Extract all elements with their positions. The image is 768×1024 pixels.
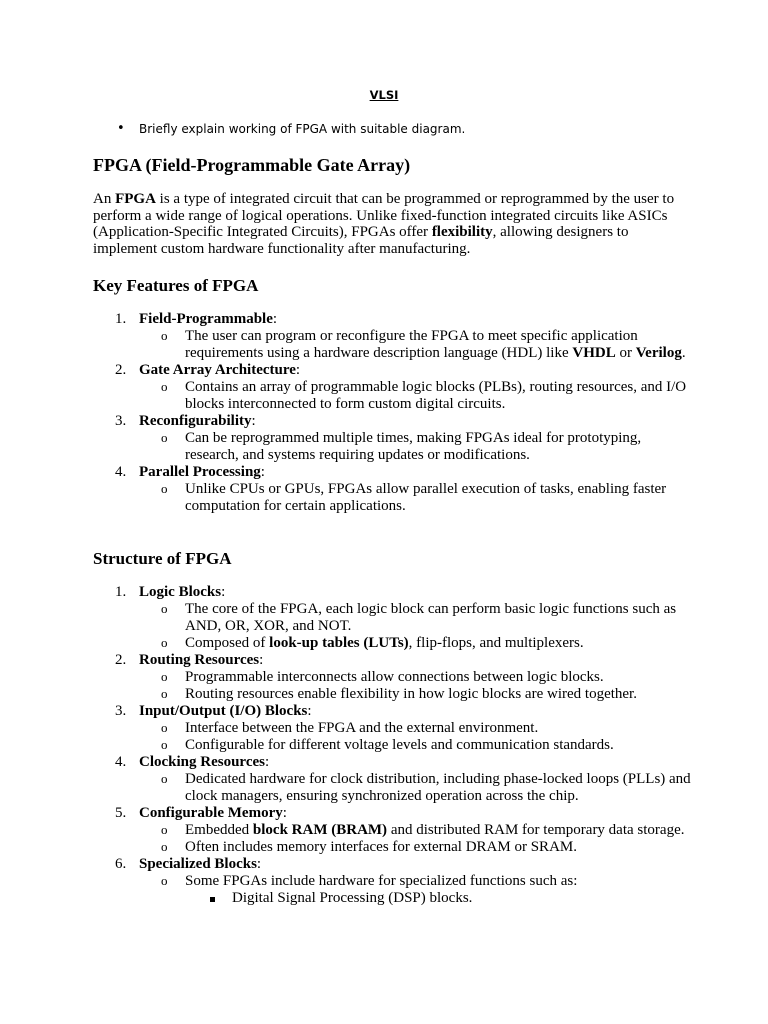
list-item	[93, 754, 693, 805]
sub-sub-list	[185, 890, 693, 907]
sub-list-item	[93, 635, 693, 652]
item-colon: :	[259, 652, 264, 668]
sub-item-text: Contains an array of programmable logic blocks (PLBs), routing resources, and I/O blocks interconnected to form custom digital circuits.	[185, 379, 687, 412]
circle-bullet-icon: o	[161, 379, 168, 394]
list-item	[93, 362, 693, 413]
sub-item-text: or	[615, 345, 636, 361]
list-item	[93, 311, 693, 362]
circle-bullet-icon: o	[161, 686, 168, 701]
item-title: Gate Array Architecture	[139, 362, 296, 378]
circle-bullet-icon: o	[161, 635, 168, 650]
sub-list-item	[93, 720, 693, 737]
item-title: Field-Programmable	[139, 311, 273, 327]
sub-item-bold: Verilog	[635, 345, 682, 361]
sub-item-text: Interface between the FPGA and the external environment.	[185, 720, 539, 736]
circle-bullet-icon: o	[161, 771, 168, 786]
sub-item-text: Configurable for different voltage levels and communication standards.	[185, 737, 614, 753]
question-text: Briefly explain working of FPGA with suitable diagram.	[139, 122, 466, 136]
sub-list	[139, 669, 693, 703]
intro-text: , allowing designers to implement custom hardware functionality after manufacturing.	[93, 224, 629, 257]
circle-bullet-icon: o	[161, 822, 168, 837]
item-title: Reconfigurability	[139, 413, 252, 429]
circle-bullet-icon: o	[161, 669, 168, 684]
sub-item-bold: look-up tables (LUTs)	[269, 635, 409, 651]
item-title: Parallel Processing	[139, 464, 261, 480]
sub-sub-item-text: Digital Signal Processing (DSP) blocks.	[232, 890, 473, 906]
item-title: Logic Blocks	[139, 584, 222, 600]
intro-text: is a type of integrated circuit that can be programmed or reprogrammed by the user to perform a wide range of logical operations. Unlike fixed-function integrated circuits like ASICs (Application-Specific Integrated Circuits), FPGAs offer	[93, 191, 675, 241]
sub-item-bold: block RAM (BRAM)	[252, 822, 388, 838]
list-item	[93, 652, 693, 703]
list-item	[93, 464, 693, 515]
sub-item-text: Composed of	[185, 635, 270, 651]
item-colon: :	[264, 754, 270, 770]
item-colon: :	[272, 311, 278, 327]
sub-list-item	[93, 601, 693, 635]
sub-item-text: Some FPGAs include hardware for specialized functions such as:	[185, 873, 578, 889]
sub-list-item	[93, 379, 693, 413]
sub-item-text: and distributed RAM for temporary data storage.	[387, 822, 685, 838]
list-item	[93, 805, 693, 856]
item-colon: :	[221, 584, 226, 600]
circle-bullet-icon: o	[161, 430, 168, 445]
sub-item-text: Programmable interconnects allow connections between logic blocks.	[185, 669, 604, 685]
item-colon: :	[251, 413, 256, 429]
list-number: 3.	[115, 703, 127, 719]
item-colon: :	[256, 856, 262, 872]
list-number: 2.	[115, 652, 127, 668]
item-title: Input/Output (I/O) Blocks	[139, 703, 308, 719]
intro-bold-term: FPGA	[115, 191, 156, 207]
sub-item-text: Dedicated hardware for clock distribution, including phase-locked loops (PLLs) and clock managers, ensuring synchronized operation across the chip.	[185, 771, 691, 804]
list-number: 2.	[115, 362, 127, 378]
sub-list	[139, 771, 693, 805]
sub-list	[139, 328, 693, 362]
sub-list	[139, 601, 693, 652]
main-heading: FPGA (Field-Programmable Gate Array)	[93, 155, 411, 175]
list-number: 5.	[115, 805, 127, 821]
sub-list	[139, 430, 693, 464]
sub-item-text: Can be reprogrammed multiple times, making FPGAs ideal for prototyping, research, and systems requiring updates or modifications.	[185, 430, 642, 463]
sub-item-text: Unlike CPUs or GPUs, FPGAs allow parallel execution of tasks, enabling faster computation for certain applications.	[185, 481, 667, 514]
circle-bullet-icon: o	[161, 839, 168, 854]
list-number: 4.	[115, 464, 127, 480]
list-number: 3.	[115, 413, 127, 429]
list-item	[93, 856, 693, 907]
bullet-icon: •	[117, 121, 125, 136]
circle-bullet-icon: o	[161, 873, 168, 888]
list-number: 6.	[115, 856, 127, 872]
sub-list-item	[93, 328, 693, 362]
item-colon: :	[260, 464, 265, 480]
list-item	[93, 413, 693, 464]
sub-list	[139, 822, 693, 856]
sub-list	[139, 720, 693, 754]
item-colon: :	[282, 805, 287, 821]
item-title: Routing Resources	[139, 652, 260, 668]
sub-list-item	[93, 771, 693, 805]
key-features-heading: Key Features of FPGA	[93, 276, 259, 295]
structure-list	[93, 584, 693, 907]
item-title: Specialized Blocks	[139, 856, 257, 872]
sub-list-item	[93, 873, 693, 907]
list-number: 1.	[115, 311, 127, 327]
sub-item-bold: VHDL	[572, 345, 616, 361]
circle-bullet-icon: o	[161, 737, 168, 752]
sub-item-text: , flip-flops, and multiplexers.	[408, 635, 584, 651]
key-features-list	[93, 311, 693, 515]
intro-paragraph	[93, 191, 693, 257]
sub-list-item	[93, 669, 693, 686]
sub-list	[139, 873, 693, 907]
circle-bullet-icon: o	[161, 481, 168, 496]
structure-heading: Structure of FPGA	[93, 549, 232, 568]
circle-bullet-icon: o	[161, 601, 168, 616]
item-title: Clocking Resources	[139, 754, 265, 770]
item-title: Configurable Memory	[139, 805, 283, 821]
intro-text: An	[93, 191, 116, 207]
sub-item-text: The core of the FPGA, each logic block can perform basic logic functions such as AND, OR, XOR, and NOT.	[185, 601, 677, 634]
intro-bold-term: flexibility	[431, 224, 493, 241]
sub-sub-list-item	[93, 890, 693, 907]
sub-list	[139, 481, 693, 515]
list-item	[93, 703, 693, 754]
sub-list-item	[93, 686, 693, 703]
item-colon: :	[307, 703, 312, 719]
sub-list-item	[93, 481, 693, 515]
sub-item-text: Often includes memory interfaces for external DRAM or SRAM.	[185, 839, 577, 855]
sub-item-text: The user can program or reconfigure the FPGA to meet specific application requirements using a hardware description language (HDL) like	[185, 328, 638, 361]
sub-item-text: Routing resources enable flexibility in how logic blocks are wired together.	[185, 686, 637, 702]
list-item	[93, 584, 693, 652]
square-bullet-icon	[210, 897, 215, 902]
sub-list-item	[93, 839, 693, 856]
item-colon: :	[295, 362, 301, 378]
sub-item-text: .	[681, 345, 686, 361]
sub-list-item	[93, 737, 693, 754]
document-header-title: VLSI	[369, 88, 399, 102]
sub-list-item	[93, 430, 693, 464]
sub-list	[139, 379, 693, 413]
sub-item-text: Embedded	[185, 822, 253, 838]
list-number: 4.	[115, 754, 127, 770]
list-number: 1.	[115, 584, 127, 600]
circle-bullet-icon: o	[161, 328, 168, 343]
sub-list-item	[93, 822, 693, 839]
circle-bullet-icon: o	[161, 720, 168, 735]
